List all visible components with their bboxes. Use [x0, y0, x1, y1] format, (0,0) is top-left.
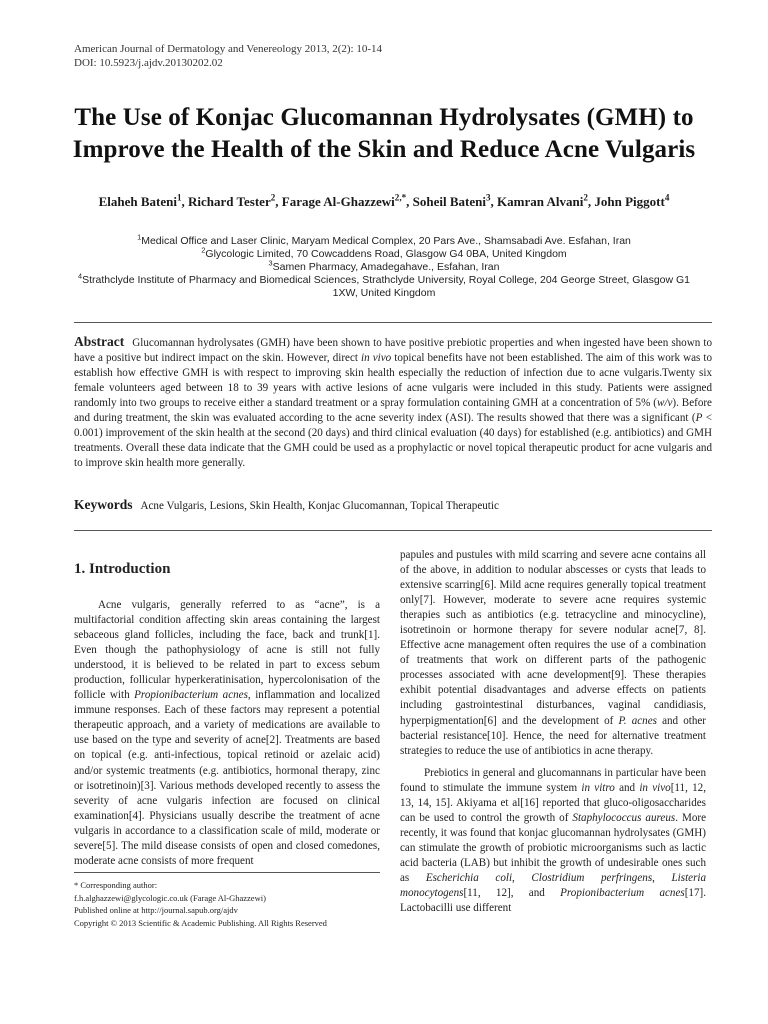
affiliation-text: Glycologic Limited, 70 Cowcaddens Road, Glasgow G4 0BA, United Kingdom: [205, 248, 567, 260]
intro-paragraph-3: [400, 766, 706, 916]
keywords-label: Keywords: [74, 497, 133, 512]
abstract-italic-1: in vivo: [361, 352, 392, 364]
affiliation-mark: 3: [268, 258, 273, 268]
paper-title: [40, 102, 728, 166]
affiliation-item: [70, 258, 698, 274]
intro-text: ,: [652, 871, 672, 884]
intro-text: [11, 12], and: [463, 887, 561, 900]
affiliation-mark: 1: [137, 232, 142, 242]
intro-italic: Staphylococcus aureus: [572, 811, 676, 824]
footnotes: [74, 872, 380, 929]
author-affiliation-mark: 2,*: [394, 192, 407, 203]
keywords-text: Acne Vulgaris, Lesions, Skin Health, Konjac Glucomannan, Topical Therapeutic: [140, 500, 499, 512]
affiliation-item: [70, 271, 698, 300]
abstract-italic-3: P: [695, 412, 703, 424]
intro-text: papules and pustules with mild scarring and severe acne contains all of the above, in addition to nodular abscesses or cysts that leads to extensive scarring[6]. Mild acne requires generally topical treatment only[7]. However, moderate to severe acne requires systemic therapies such as antibiotics (e.g. tetracycline and minocycline), isotretinoin or hormone therapy for severe nodular acne[7, 8]. Effective acne management often requires the use of a combination of treatments that work on different parts of the pathogenic processes associated with acne development[9]. These therapies exhibit potential disadvantages and adverse effects on patients including gastrointestinal disturbances, vaginal candidiasis, hyperpigmentation[6] and the development of: [400, 549, 706, 727]
author-affiliation-mark: 2: [583, 192, 588, 203]
intro-text: Acne vulgaris, generally referred to as “acne”, is a multifactorial condition affecting skin areas containing the largest sebaceous gland follicles, including the face, back and trunk[1]. Even though the pathophysiology of acne is still not fully understood, it is believed to be related in part to excess sebum production, follicular hyperkeratinisation, hypercolonisation of the follicle with: [74, 599, 380, 702]
abstract-label: Abstract: [74, 334, 125, 349]
intro-text: ,: [512, 871, 532, 884]
intro-italic: in vitro: [581, 781, 615, 794]
affiliation-text: Strathclyde Institute of Pharmacy and Biomedical Sciences, Strathclyde University, Royal College, 204 George Street, Glasgow G1 1XW, United Kingdom: [82, 274, 691, 299]
abstract-top-rule: [74, 322, 712, 323]
author-name: Elaheh Bateni: [98, 194, 177, 209]
author-affiliation-mark: 1: [176, 192, 182, 203]
intro-italic: Escherichia coli: [425, 871, 513, 884]
affiliation-text: Samen Pharmacy, Amadegahave., Esfahan, Iran: [272, 261, 500, 273]
intro-text: and: [614, 781, 640, 794]
footnote-published: Published online at http://journal.sapub.org/ajdv: [74, 905, 238, 915]
footnote-corresponding: * Corresponding author:: [74, 880, 158, 890]
intro-paragraph-1: [74, 598, 380, 869]
journal-header: [74, 42, 382, 70]
affiliation-list: [70, 232, 698, 300]
affiliation-text: Medical Office and Laser Clinic, Maryam Medical Complex, 20 Pars Ave., Shamsabadi Ave. Esfahan, Iran: [141, 235, 631, 247]
keywords: [74, 497, 712, 514]
abstract-italic-2: w/v: [656, 397, 673, 409]
intro-text: [17]. Lactobacilli use different: [400, 887, 706, 915]
title-line-2: Improve the Health of the Skin and Reduce Acne Vulgaris: [72, 136, 696, 163]
author-separator: ,: [181, 194, 189, 209]
author-name: Farage Al-Ghazzewi: [281, 194, 395, 209]
intro-italic: Propionibacterium acnes: [560, 887, 685, 900]
abstract-text-2: topical benefits have not been established. The aim of this work was to establish how effective GMH is with respect to improving skin health especially the reduction of infection due to acne vulgaris.Twenty six female volunteers aged between 18 to 39 years with active lesions of acne vulgaris were included in this study. Patients were assigned randomly into two groups to receive either a standard treatment or a spray formulation containing GMH at a concentration of 5% (: [74, 352, 713, 409]
abstract-text-4: < 0.001) improvement of the skin health at the second (20 days) and third clinical evaluation (40 days) for established (e.g. antibiotics) and GMH treatments. Overall these data indicate that the GMH could be used as a prophylactic or novel topical therapeutic product for acne vulgaris and to improve skin health more generally.: [74, 412, 712, 469]
author-separator: ,: [406, 194, 413, 209]
author-separator: ,: [275, 194, 282, 209]
affiliation-item: [70, 245, 698, 261]
author-affiliation-mark: 2: [270, 192, 276, 203]
intro-text: Prebiotics in general and glucomannans in particular have been found to stimulate the immune system: [400, 766, 706, 794]
title-line-1: The Use of Konjac Glucomannan Hydrolysates (GMH) to: [74, 104, 694, 131]
intro-italic: Listeria monocytogens: [400, 871, 707, 900]
intro-text: and other bacterial resistance[10]. Hence, the need for alternative treatment strategies to reduce the use of antibiotics in acne therapy.: [400, 714, 707, 757]
intro-text: . More recently, it was found that konjac glucomannan hydrolysates (GMH) can stimulate the growth of probiotic microorganisms such as lactic acid bacteria (LAB) but inhibit the growth of undesirable ones such as: [400, 811, 706, 884]
author-name: Soheil Bateni: [412, 194, 486, 209]
keywords-bottom-rule: [74, 530, 712, 531]
author-list: [40, 193, 728, 211]
intro-text: , inflammation and localized immune responses. Each of these factors may represent a potential therapeutic approach, and a variety of medications are available to use based on the type and severity of acne[2]. Treatments are based on topical (e.g. anti-infectious, topical retinoid or azelaic acid) and/or systemic treatments (e.g. antibiotics, hormonal therapy, zinc or isotretinoin)[3]. Various methods developed recently to assess the severity of acne vulgaris infection are focused on clinical examination[4]. Physicians usually describe the treatment of acne vulgaris in accordance to a classification scale of mild, moderate or severe[5]. The mild disease consists of open and closed comedones, moderate acne consists of more frequent: [74, 689, 380, 867]
abstract: [74, 334, 712, 471]
abstract-text-1: Glucomannan hydrolysates (GMH) have been shown to have positive prebiotic properties and when ingested have been shown to have a positive but indirect impact on the skin. However, direct: [74, 337, 712, 364]
section-heading-introduction: 1. Introduction: [74, 561, 171, 577]
intro-italic: Clostridium perfringens: [531, 871, 653, 884]
intro-italic: Propionibacterium acnes: [134, 689, 248, 702]
author-name: Richard Tester: [188, 194, 271, 209]
intro-paragraph-2: [400, 548, 706, 759]
author-separator: ,: [490, 194, 498, 209]
footnote-copyright: Copyright © 2013 Scientific & Academic Publishing. All Rights Reserved: [74, 917, 327, 928]
journal-citation: American Journal of Dermatology and Venereology 2013, 2(2): 10-14: [74, 43, 383, 55]
author-name: John Piggott: [594, 194, 665, 209]
author-separator: ,: [587, 194, 595, 209]
author-name: Kamran Alvani: [497, 194, 584, 209]
intro-italic: P. acnes: [618, 714, 657, 727]
affiliation-mark: 4: [77, 271, 83, 281]
affiliation-item: [70, 232, 698, 248]
journal-doi: DOI: 10.5923/j.ajdv.20130202.02: [74, 57, 223, 69]
intro-text: [11, 12, 13, 14, 15]. Akiyama et al[16] reported that gluco-oligosaccharides can be used to control the growth of: [400, 781, 706, 824]
author-affiliation-mark: 3: [485, 192, 491, 203]
affiliation-mark: 2: [201, 245, 206, 255]
column-left: [74, 548, 380, 869]
abstract-text-3: ). Before and during treatment, the skin was evaluated according to the acne severity index (ASI). The results showed that there was a significant (: [74, 397, 712, 424]
intro-italic: in vivo: [639, 781, 671, 794]
footnote-email: f.h.alghazzewi@glycologic.co.uk (Farage Al-Ghazzewi): [74, 892, 266, 903]
column-right: [400, 548, 706, 916]
author-affiliation-mark: 4: [664, 192, 670, 203]
